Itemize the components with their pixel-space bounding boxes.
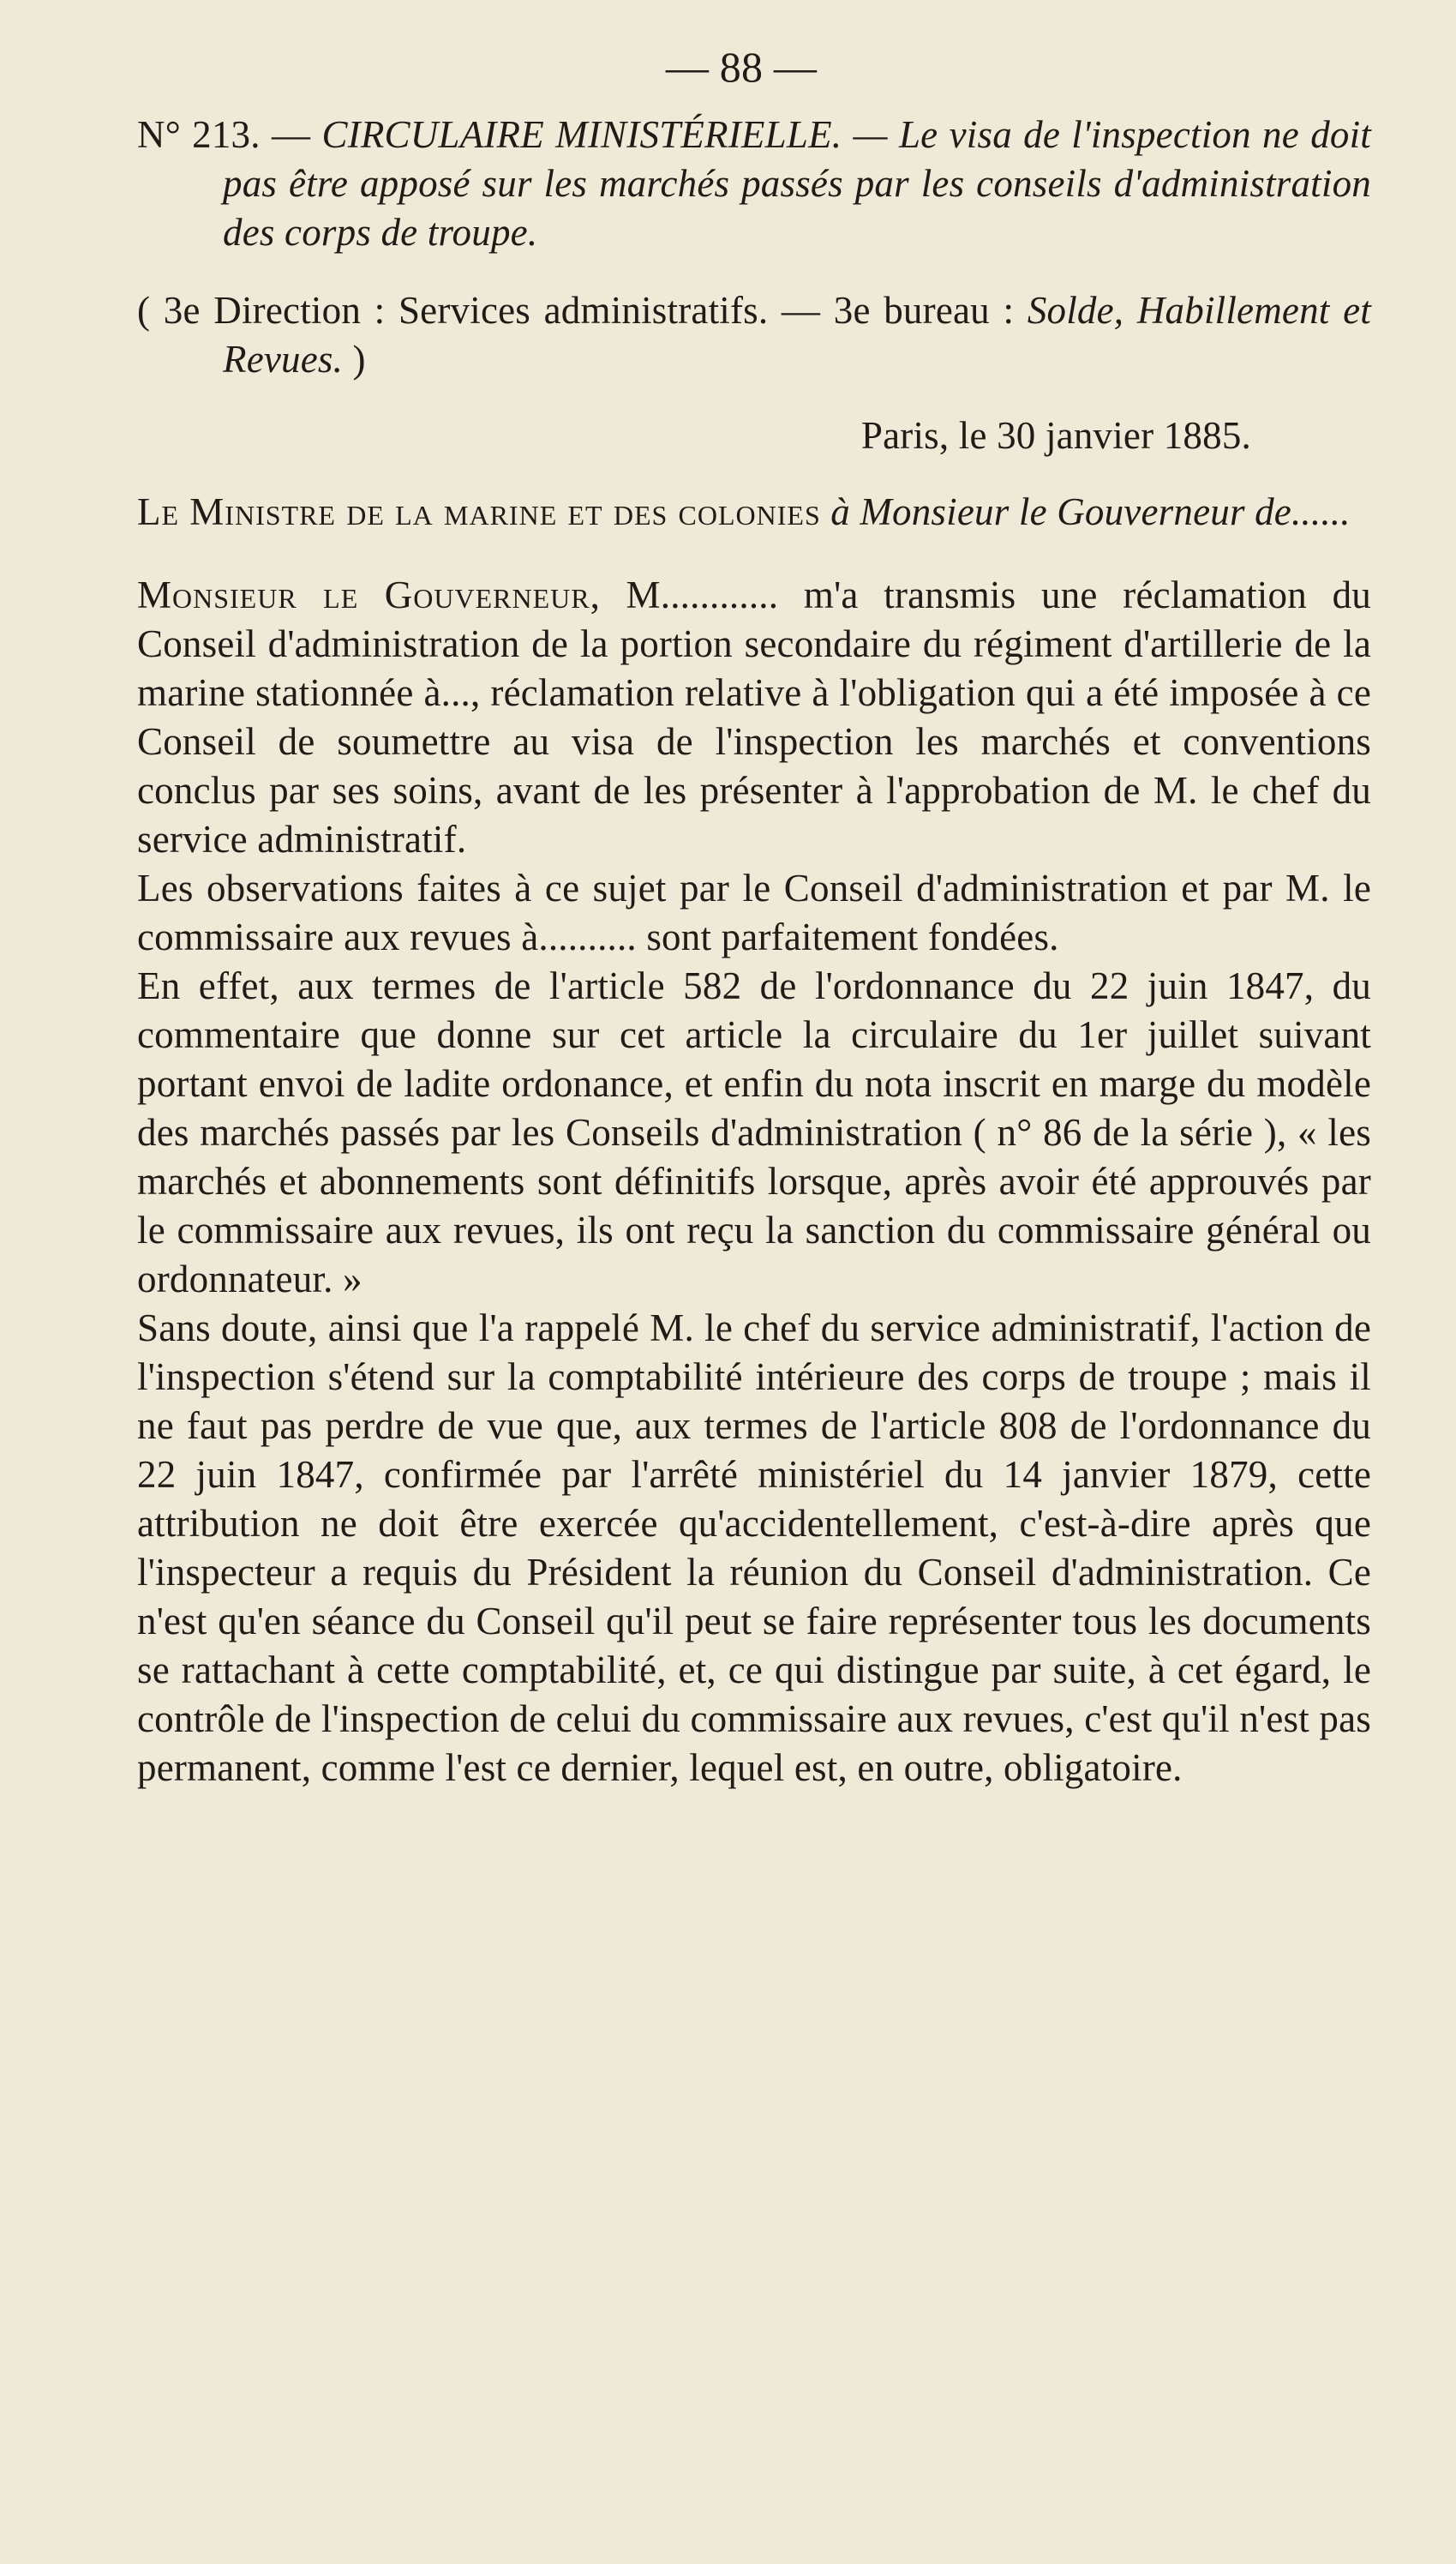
salutation: Monsieur le Gouverneur, (137, 573, 601, 616)
direction-line (137, 286, 1371, 384)
address-sender: Le Ministre de la marine et des colonies (137, 490, 821, 533)
circular-heading (137, 111, 1371, 257)
date-line: Paris, le 30 janvier 1885. (860, 414, 1251, 457)
circular-title: CIRCULAIRE MINISTÉRIELLE. — Le visa de l'inspection ne doit pas être apposé sur les marchés passés par les conseils d'administration des corps de troupe. (223, 113, 1371, 254)
address-recipient: à Monsieur le Gouverneur de...... (820, 490, 1351, 533)
direction-text: ( 3e Direction : Services administratifs. — 3e bureau : (137, 289, 1028, 332)
direction-subject: Solde, Habillement et Revues. (223, 289, 1371, 381)
paragraph-4: Sans doute, ainsi que l'a rappelé M. le chef du service administratif, l'action de l'inspection s'étend sur la comptabilité intérieure des corps de troupe ; mais il ne faut pas perdre de vue que, aux termes de l'article 808 de l'ordonnance du 22 juin 1847, confirmée par l'arrêté ministériel du 14 janvier 1879, cette attribution ne doit être exercée qu'accidentellement, c'est-à-dire après que l'inspecteur a requis du Président la réunion du Conseil d'administration. Ce n'est qu'en séance du Conseil qu'il peut se faire représenter tous les documents se rattachant à cette comptabilité, et, ce qui distingue par suite, à cet égard, le contrôle de l'inspection de celui du commissaire aux revues, c'est qu'il n'est pas permanent, comme l'est ce dernier, lequel est, en outre, obligatoire. (137, 1306, 1371, 1789)
document-page (137, 43, 1371, 1792)
circular-number: N° 213. — (137, 113, 322, 156)
paragraph-2: Les observations faites à ce sujet par le Conseil d'administration et par M. le commissaire aux revues à.......... sont parfaitement fondées. (137, 867, 1371, 958)
paragraph-3: En effet, aux termes de l'article 582 de l'ordonnance du 22 juin 1847, du commentaire que donne sur cet article la circulaire du 1er juillet suivant portant envoi de ladite ordonance, et enfin du nota inscrit en marge du modèle des marchés passés par les Conseils d'administration ( n° 86 de la série ), « les marchés et abonnements sont définitifs lorsque, après avoir été approuvés par le commissaire aux revues, ils ont reçu la sanction du commissaire général ou ordonnateur. » (137, 964, 1371, 1300)
page-number: — 88 — (665, 43, 818, 91)
direction-close: ) (343, 338, 366, 381)
paragraph-1-text: M............ m'a transmis une réclamation du Conseil d'administration de la portion secondaire du régiment d'artillerie de la marine stationnée à..., réclamation relative à l'obligation qui a été imposée à ce Conseil de soumettre au visa de l'inspection les marchés et conventions conclus par ses soins, avant de les présenter à l'approbation de M. le chef du service administratif. (137, 573, 1371, 861)
address-line (137, 488, 1371, 537)
paragraph-1 (137, 571, 1371, 864)
